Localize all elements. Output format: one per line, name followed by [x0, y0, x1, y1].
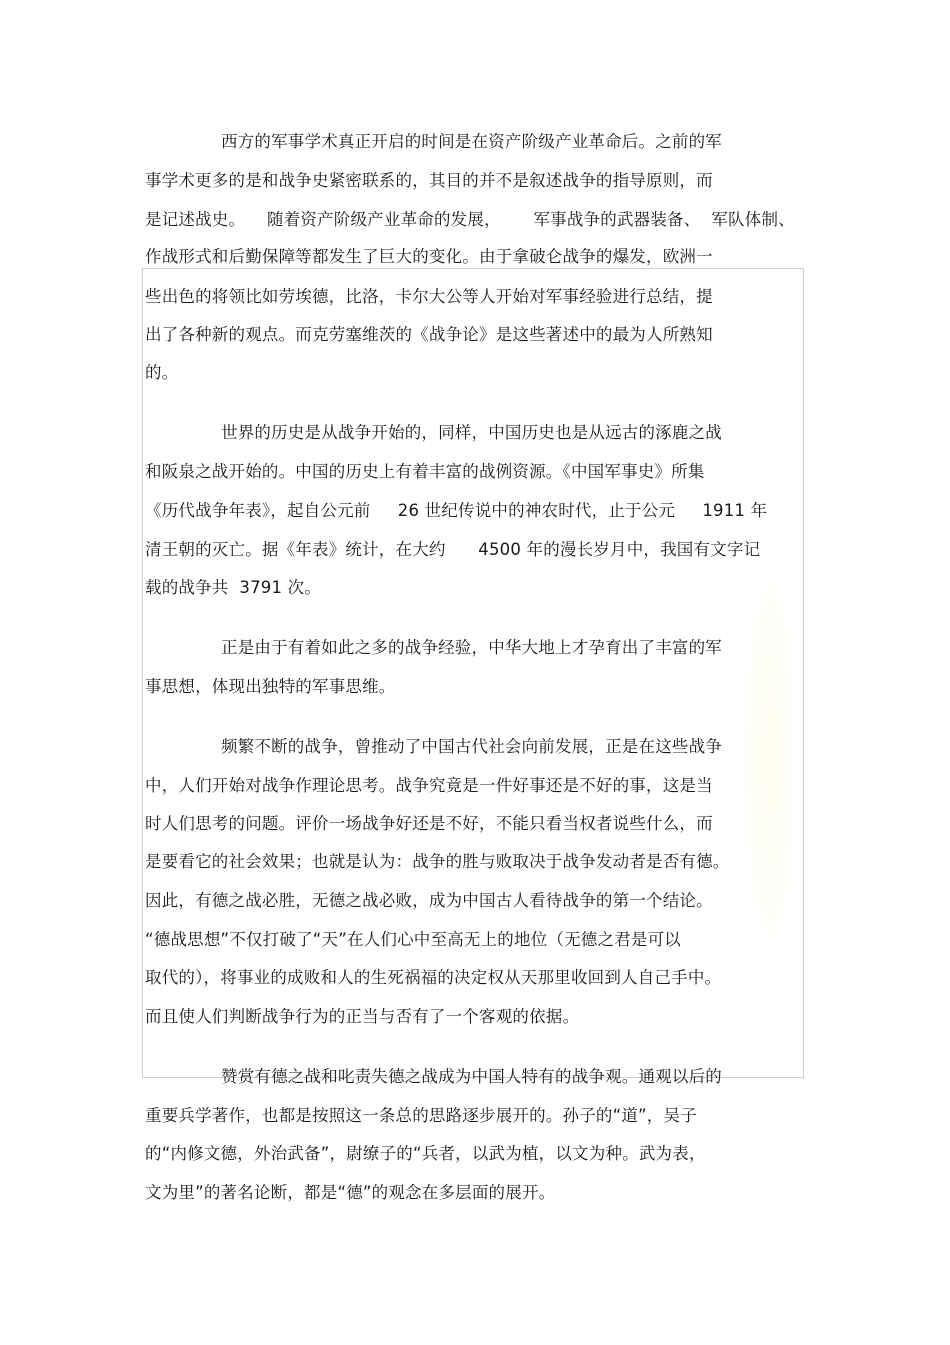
- content-frame: [142, 268, 804, 1078]
- text-line: 载的战争共 3791 次。: [145, 578, 322, 597]
- text-line: 的。: [145, 363, 179, 382]
- text-line: 赞赏有德之战和叱责失德之战成为中国人特有的战争观。通观以后的: [221, 1067, 722, 1086]
- text-line: 和阪泉之战开始的。中国的历史上有着丰富的战例资源。《中国军事史》所集: [145, 462, 705, 481]
- text-line: 《历代战争年表》，起自公元前 26 世纪传说中的神农时代，止于公元 1911 年: [145, 501, 768, 520]
- text-line: 取代的），将事业的成败和人的生死祸福的决定权从天那里收回到人自己手中。: [145, 968, 722, 987]
- text-line: 世界的历史是从战争开始的，同样，中国历史也是从远古的涿鹿之战: [221, 423, 722, 442]
- text-line: 频繁不断的战争，曾推动了中国古代社会向前发展，正是在这些战争: [221, 737, 722, 756]
- text-line: 正是由于有着如此之多的战争经验，中华大地上才孕育出了丰富的军: [221, 638, 722, 657]
- text-line: 事学术更多的是和战争史紧密联系的，其目的并不是叙述战争的指导原则，而: [145, 171, 713, 190]
- text-line: 事思想，体现出独特的军事思维。: [145, 677, 396, 696]
- watermark: [740, 560, 800, 960]
- text-line: 文为里”的著名论断，都是“德”的观念在多层面的展开。: [145, 1183, 556, 1202]
- text-line: 些出色的将领比如劳埃德，比洛，卡尔大公等人开始对军事经验进行总结，提: [145, 287, 713, 306]
- text-line: 重要兵学著作，也都是按照这一条总的思路逐步展开的。孙子的“道”，吴子: [145, 1106, 697, 1125]
- text-line: 西方的军事学术真正开启的时间是在资产阶级产业革命后。之前的军: [221, 132, 722, 151]
- text-line: 清王朝的灭亡。据《年表》统计，在大约 4500 年的漫长岁月中，我国有文字记: [145, 540, 761, 559]
- text-line: 时人们思考的问题。评价一场战争好还是不好，不能只看当权者说些什么，而: [145, 814, 713, 833]
- text-line: 是记述战史。 随着资产阶级产业革命的发展， 军事战争的武器装备、 军队体制、: [145, 210, 795, 229]
- text-line: 作战形式和后勤保障等都发生了巨大的变化。由于拿破仑战争的爆发，欧洲一: [145, 247, 713, 266]
- text-line: 是要看它的社会效果；也就是认为：战争的胜与败取决于战争发动者是否有德。: [145, 852, 730, 871]
- text-line: 而且使人们判断战争行为的正当与否有了一个客观的依据。: [145, 1007, 580, 1026]
- text-line: 的“内修文德，外治武备”，尉缭子的“兵者，以武为植，以文为种。武为表，: [145, 1144, 706, 1163]
- text-line: “德战思想”不仅打破了“天”在人们心中至高无上的地位（无德之君是可以: [145, 930, 681, 949]
- text-line: 中，人们开始对战争作理论思考。战争究竟是一件好事还是不好的事，这是当: [145, 776, 713, 795]
- text-line: 因此，有德之战必胜，无德之战必败，成为中国古人看待战争的第一个结论。: [145, 891, 713, 910]
- text-line: 出了各种新的观点。而克劳塞维茨的《战争论》是这些著述中的最为人所熟知: [145, 325, 713, 344]
